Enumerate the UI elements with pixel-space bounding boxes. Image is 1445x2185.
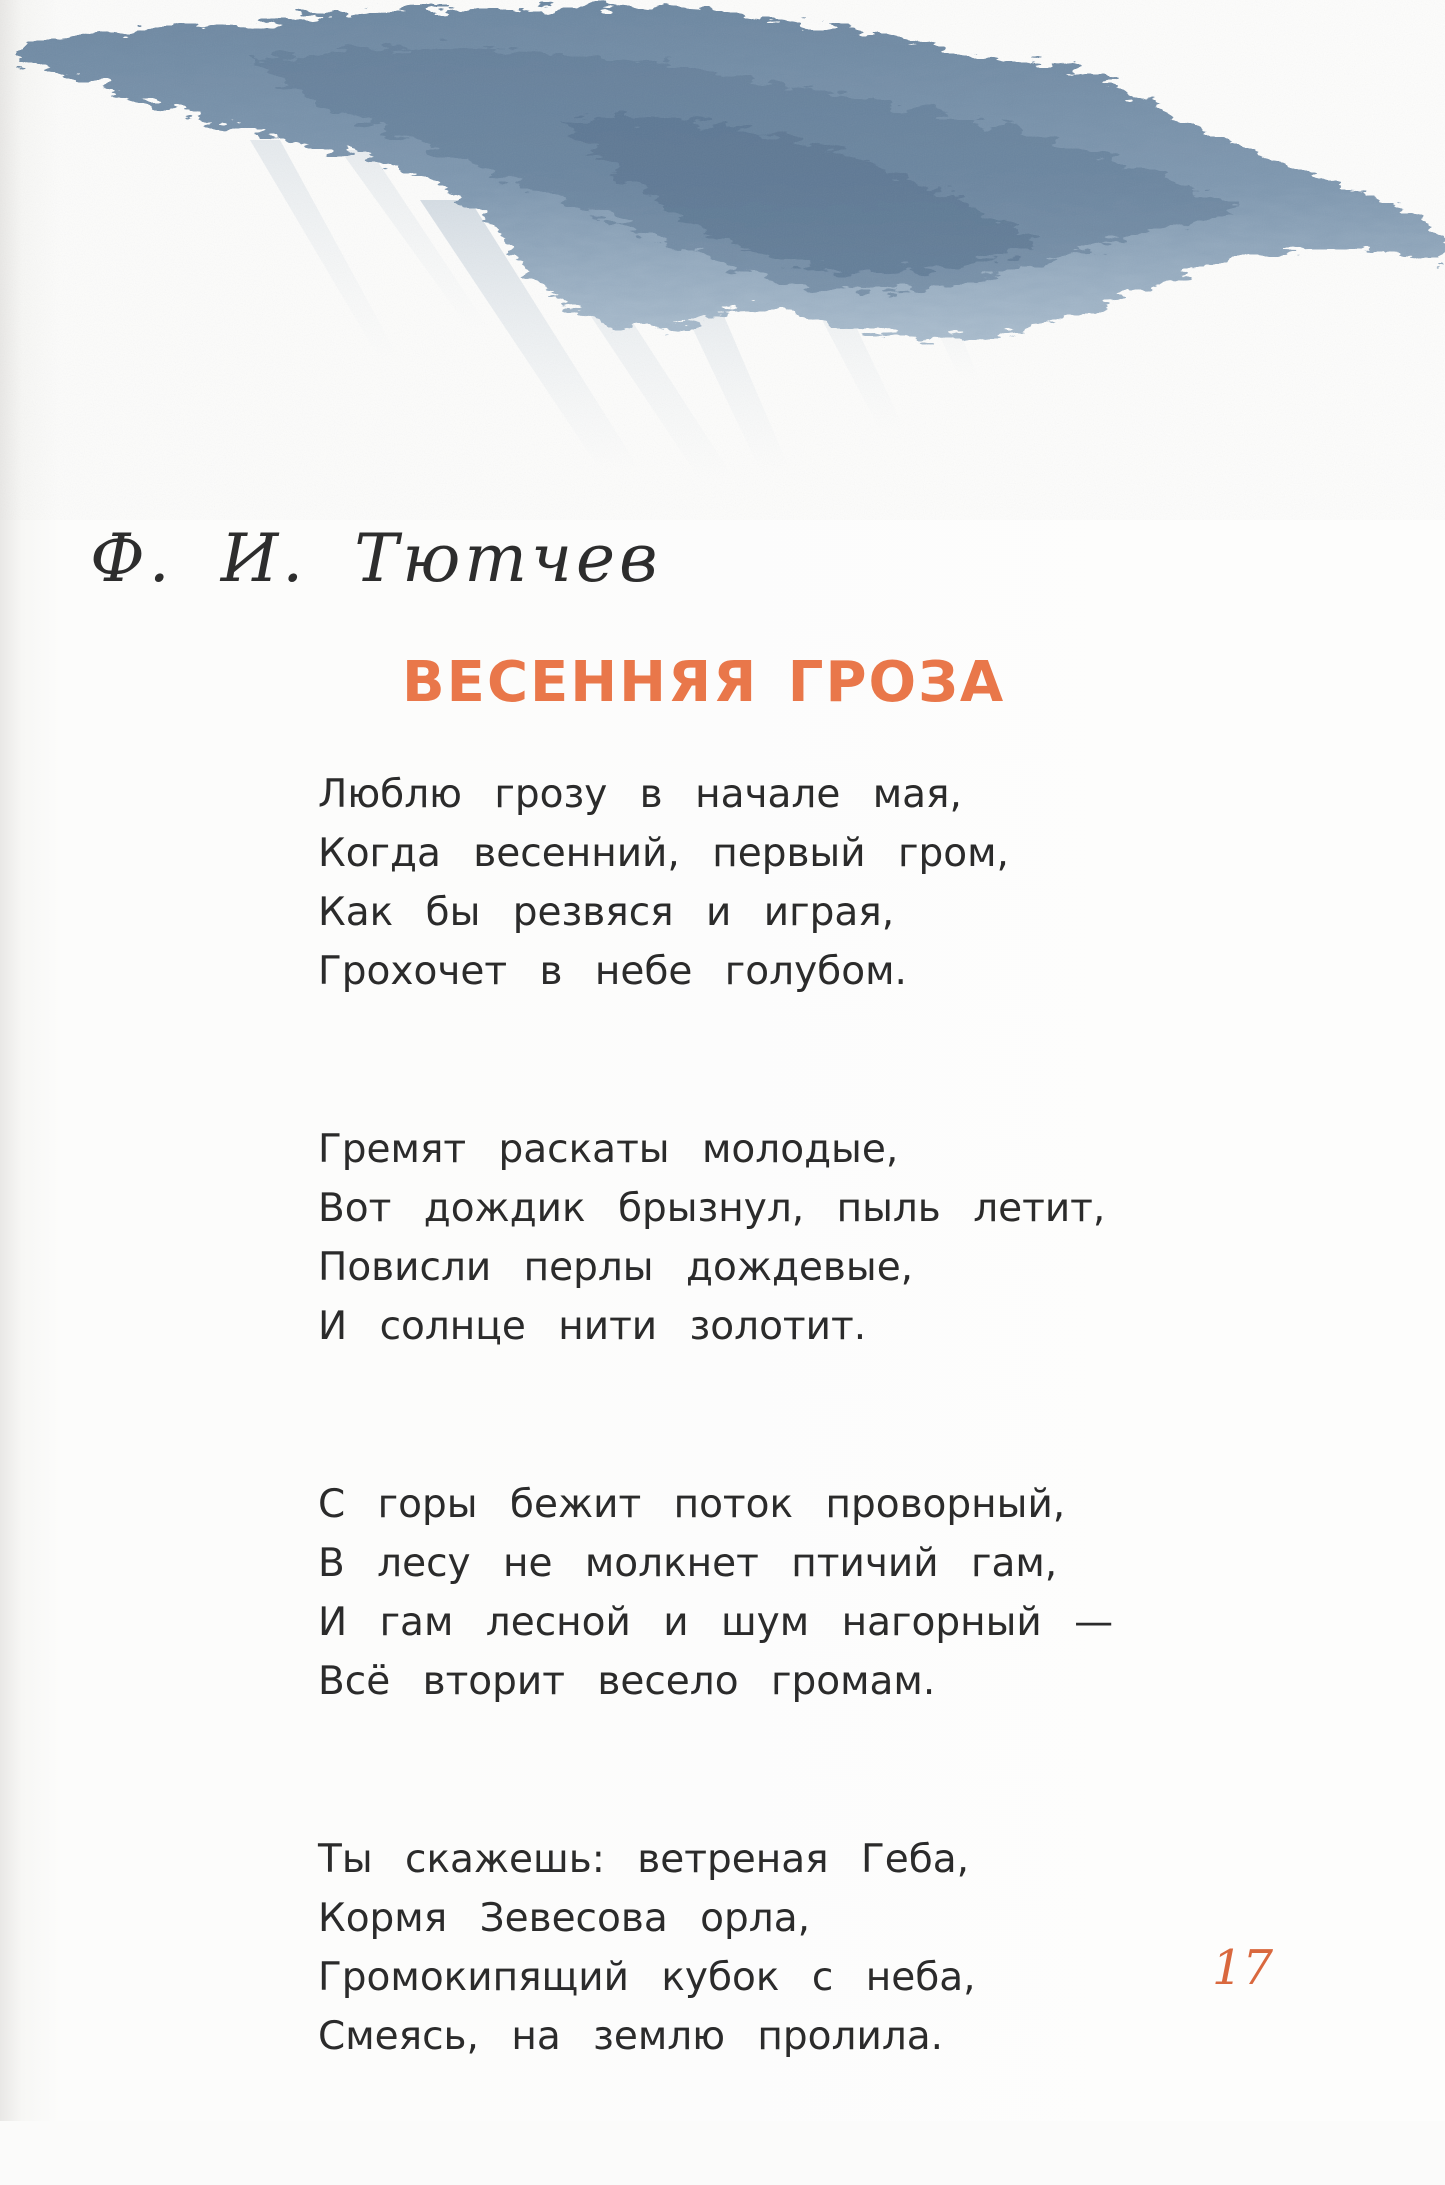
stanza-1	[318, 765, 1218, 1001]
stanza-3	[318, 1475, 1218, 1711]
storm-cloud-illustration	[0, 0, 1445, 520]
poem-line: И солнце нити золотит.	[318, 1304, 867, 1349]
poem-line: Всё вторит весело громам.	[318, 1659, 936, 1704]
poem-line: Люблю грозу в начале мая,	[318, 772, 962, 817]
poem-line: Когда весенний, первый гром,	[318, 831, 1009, 876]
poem-line: Вот дождик брызнул, пыль летит,	[318, 1186, 1106, 1231]
page-number: 17	[1212, 1940, 1274, 1996]
poem-line: С горы бежит поток проворный,	[318, 1482, 1066, 1527]
poem-line: Грохочет в небе голубом.	[318, 949, 907, 994]
poem-line: В лесу не молкнет птичий гам,	[318, 1541, 1058, 1586]
poem-line: Гремят раскаты молодые,	[318, 1127, 899, 1172]
stanza-4	[318, 1830, 1218, 2066]
poem-line: Как бы резвяся и играя,	[318, 890, 895, 935]
author-name: Ф. И. Тютчев	[90, 520, 662, 597]
poem-line: Повисли перлы дождевые,	[318, 1245, 914, 1290]
poem-line: И гам лесной и шум нагорный —	[318, 1600, 1114, 1645]
poem-line: Смеясь, на землю пролила.	[318, 2014, 944, 2059]
stanza-2	[318, 1120, 1218, 1356]
poem-line: Ты скажешь: ветреная Геба,	[318, 1837, 970, 1882]
poem-line: Кормя Зевесова орла,	[318, 1896, 810, 1941]
poem-body	[318, 765, 1218, 2185]
poem-line: Громокипящий кубок с неба,	[318, 1955, 976, 2000]
poem-title: ВЕСЕННЯЯ ГРОЗА	[402, 650, 1006, 715]
